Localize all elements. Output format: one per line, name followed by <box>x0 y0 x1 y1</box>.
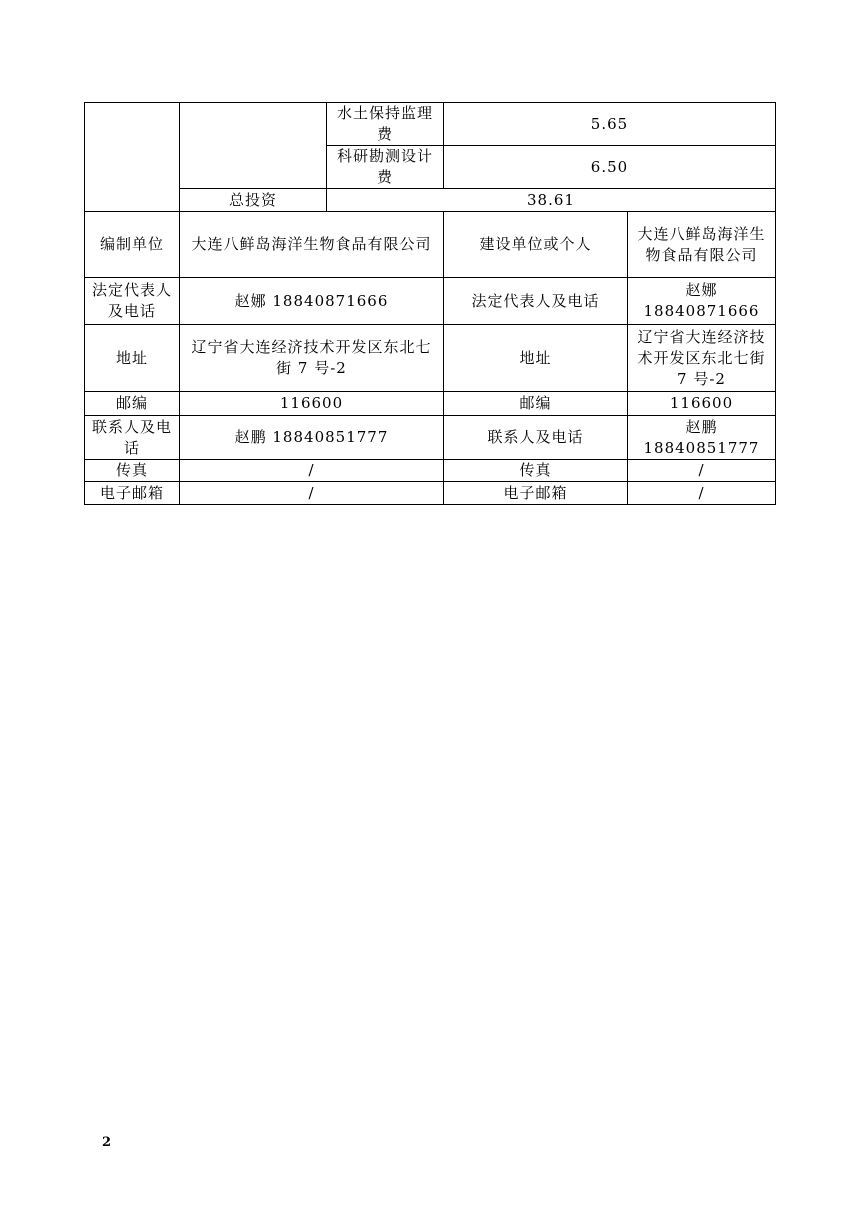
cost-value-supervision: 5.65 <box>444 103 776 146</box>
page-number: 2 <box>102 1135 112 1150</box>
email-label-left: 电子邮箱 <box>85 482 180 505</box>
fax-value-right: / <box>628 460 776 482</box>
email-label-right: 电子邮箱 <box>444 482 628 505</box>
legal-rep-value-right: 赵娜 18840871666 <box>628 278 776 325</box>
address-value-right: 辽宁省大连经济技术开发区东北七街 7 号-2 <box>628 325 776 392</box>
legal-rep-value-left: 赵娜 18840871666 <box>180 278 444 325</box>
builder-label: 建设单位或个人 <box>444 212 628 278</box>
blank-cell <box>180 103 327 189</box>
email-value-right: / <box>628 482 776 505</box>
prepared-by-label: 编制单位 <box>85 212 180 278</box>
fax-label-right: 传真 <box>444 460 628 482</box>
table-row <box>85 189 776 212</box>
table-row <box>85 278 776 325</box>
postcode-value-right: 116600 <box>628 392 776 416</box>
table-row <box>85 325 776 392</box>
legal-rep-label-right: 法定代表人及电话 <box>444 278 628 325</box>
postcode-label-left: 邮编 <box>85 392 180 416</box>
address-label-right: 地址 <box>444 325 628 392</box>
contact-value-left: 赵鹏 18840851777 <box>180 416 444 460</box>
contact-value-right: 赵鹏 18840851777 <box>628 416 776 460</box>
table-row <box>85 482 776 505</box>
fax-value-left: / <box>180 460 444 482</box>
contact-label-right: 联系人及电话 <box>444 416 628 460</box>
contact-label-left: 联系人及电话 <box>85 416 180 460</box>
table-row <box>85 212 776 278</box>
total-investment-value: 38.61 <box>327 189 776 212</box>
table-row <box>85 460 776 482</box>
builder-value: 大连八鲜岛海洋生物食品有限公司 <box>628 212 776 278</box>
address-value-left: 辽宁省大连经济技术开发区东北七街 7 号-2 <box>180 325 444 392</box>
project-info-table <box>84 102 776 505</box>
table-row <box>85 392 776 416</box>
total-investment-label: 总投资 <box>180 189 327 212</box>
postcode-label-right: 邮编 <box>444 392 628 416</box>
address-label-left: 地址 <box>85 325 180 392</box>
fax-label-left: 传真 <box>85 460 180 482</box>
table-row <box>85 103 776 146</box>
postcode-value-left: 116600 <box>180 392 444 416</box>
cost-value-design: 6.50 <box>444 146 776 189</box>
blank-cell <box>85 103 180 212</box>
table-row <box>85 416 776 460</box>
email-value-left: / <box>180 482 444 505</box>
cost-label-design: 科研勘测设计费 <box>327 146 444 189</box>
cost-label-supervision: 水土保持监理费 <box>327 103 444 146</box>
legal-rep-label-left: 法定代表人及电话 <box>85 278 180 325</box>
prepared-by-value: 大连八鲜岛海洋生物食品有限公司 <box>180 212 444 278</box>
